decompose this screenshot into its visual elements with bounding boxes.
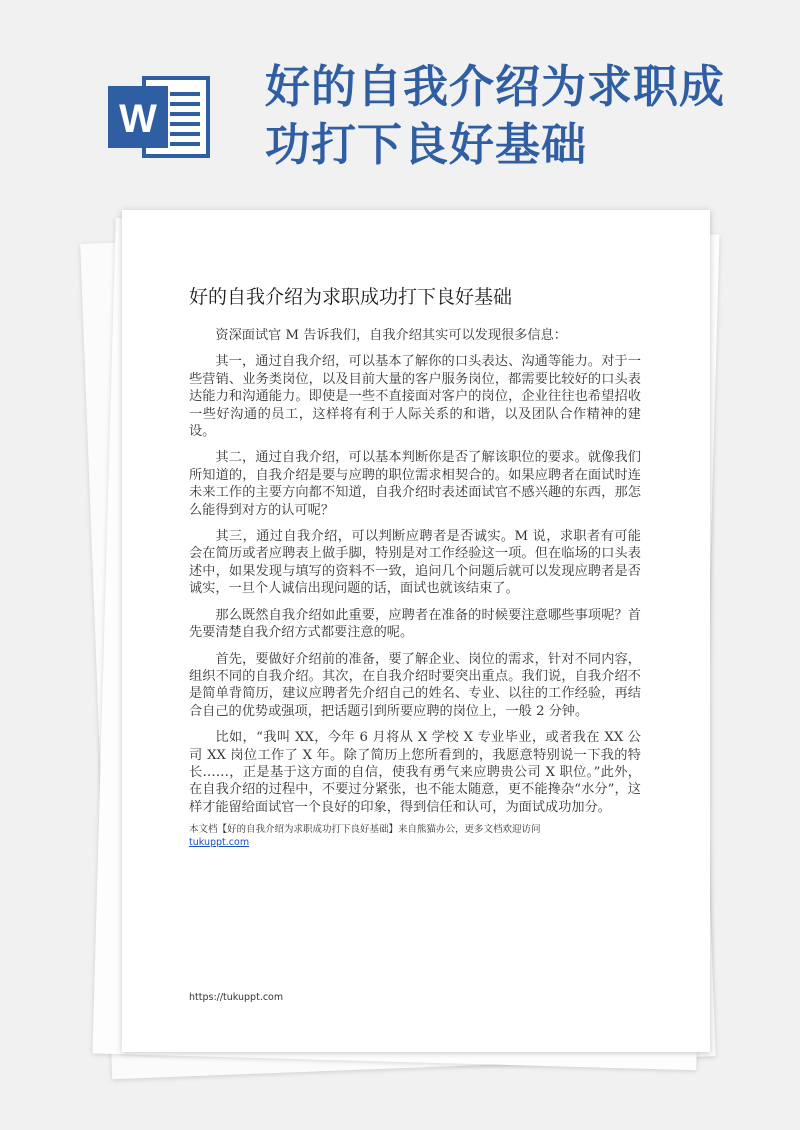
page-header-title <box>265 58 765 174</box>
document-body <box>189 327 641 825</box>
word-logo-letter: W <box>119 97 157 141</box>
paragraph: 那么既然自我介绍如此重要，应聘者在准备的时候要注意哪些事项呢？首先要清楚自我介绍方式都要注意的呢。 <box>189 607 641 641</box>
header-title-line-2: 功打下良好基础 <box>265 118 588 171</box>
paragraph: 其一，通过自我介绍，可以基本了解你的口头表达、沟通等能力。对于一些营销、业务类岗位，以及目前大量的客户服务岗位，都需要比较好的口头表达能力和沟通能力。即使是一些不直接面对客户的岗位，企业往往也希望招收一些好沟通的员工，这样将有利于人际关系的和谐，以及团队合作精神的建设。 <box>189 354 641 440</box>
document-page <box>122 210 710 1052</box>
source-note-text: 本文档【好的自我介绍为求职成功打下良好基础】来自熊猫办公，更多文档欢迎访问 <box>189 824 541 835</box>
document-title: 好的自我介绍为求职成功打下良好基础 <box>189 286 513 308</box>
source-link[interactable]: tukuppt.com <box>189 837 250 848</box>
header-title-line-1: 好的自我介绍为求职成 <box>265 60 726 113</box>
document-source-note <box>189 823 649 849</box>
paragraph: 资深面试官 M 告诉我们，自我介绍其实可以发现很多信息： <box>215 328 567 343</box>
paragraph: 其三，通过自我介绍，可以判断应聘者是否诚实。M 说，求职者有可能会在简历或者应聘表上做手脚，特别是对工作经验这一项。但在临场的口头表述中，如果发现与填写的资料不一致，追问几个问题后就可以发现应聘者是否诚实，一旦个人诚信出现问题的话，面试也就该结束了。 <box>189 529 641 597</box>
paragraph: 其二，通过自我介绍，可以基本判断你是否了解该职位的要求。就像我们所知道的，自我介绍是要与应聘的职位需求相契合的。如果应聘者在面试时连未来工作的主要方向都不知道，自我介绍时表述面试官不感兴趣的东西，那怎么能得到对方的认可呢？ <box>189 450 641 518</box>
paragraph: 首先，要做好介绍前的准备，要了解企业、岗位的需求，针对不同内容，组织不同的自我介绍。其次，在自我介绍时要突出重点。我们说，自我介绍不是简单背简历，建议应聘者先介绍自己的姓名、专业、以往的工作经验，再结合自己的优势或强项，把话题引到所要应聘的岗位上，一般 2 分钟。 <box>189 651 641 719</box>
page-footer-url[interactable]: https://tukuppt.com <box>189 992 284 1003</box>
word-document-icon <box>108 72 212 160</box>
paragraph: 比如，“我叫 XX，今年 6 月将从 X 学校 X 专业毕业，或者我在 XX 公司 XX 岗位工作了 X 年。除了简历上您所看到的，我愿意特别说一下我的特长……，正是基于这方面的自信，使我有勇气来应聘贵公司 X 职位。”此外，在自我介绍的过程中，不要过分紧张，也不能太随意，更不能搀杂“水分”，这样才能留给面试官一个良好的印象，得到信任和认可，为面试成功加分。 <box>189 730 641 815</box>
